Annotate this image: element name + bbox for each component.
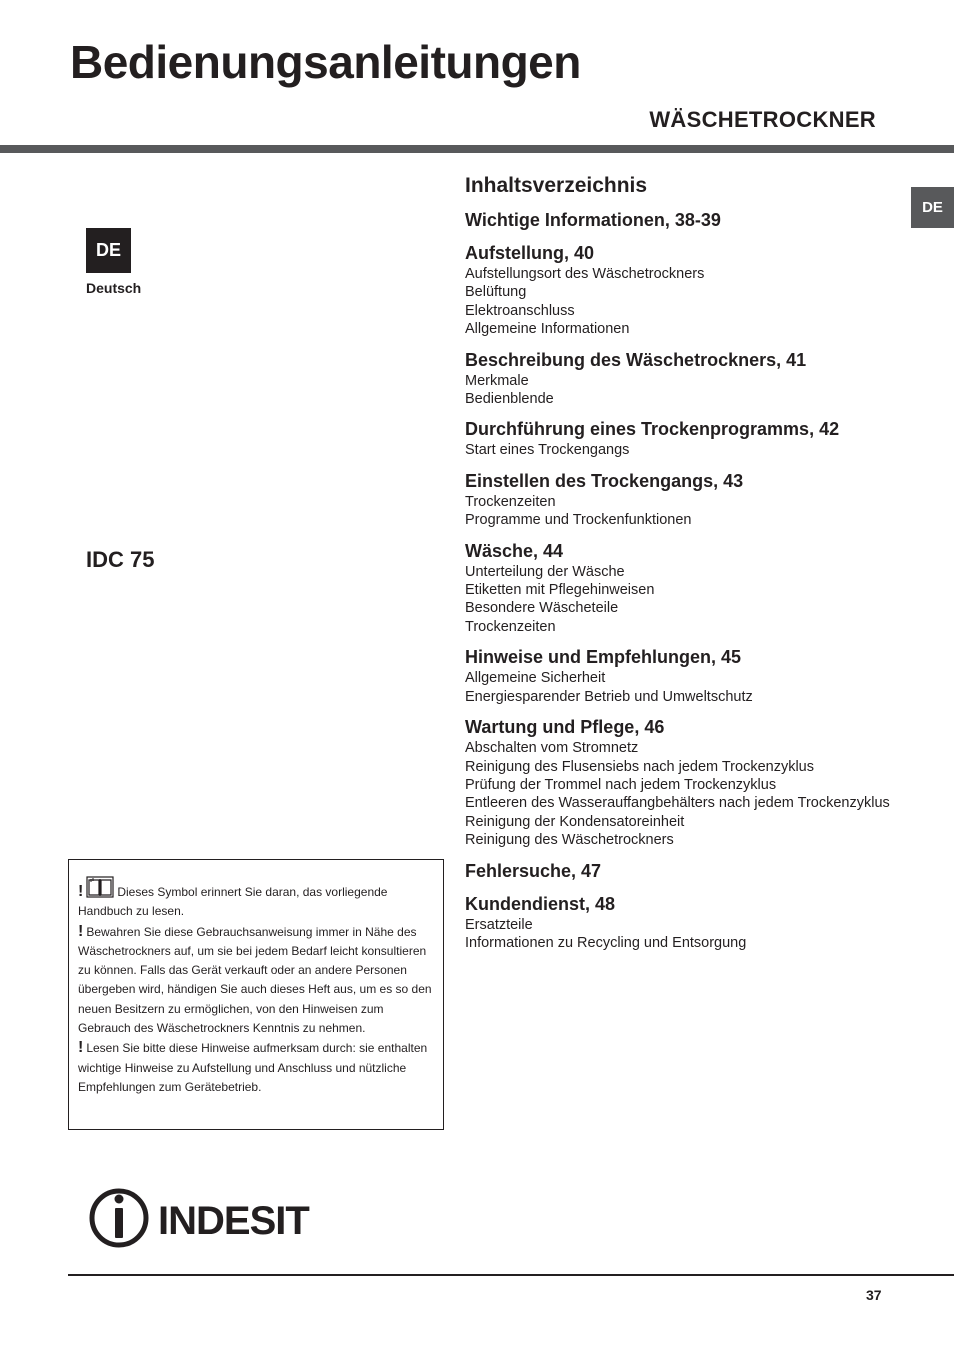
toc-subitem: Ersatzteile	[465, 916, 533, 933]
model-number: IDC 75	[86, 547, 155, 572]
toc-sections	[465, 209, 905, 952]
toc-heading: Aufstellung, 40	[465, 243, 595, 263]
product-category: WÄSCHETROCKNER	[649, 107, 876, 132]
manual-book-icon	[86, 876, 114, 898]
toc-subitem: Abschalten vom Stromnetz	[465, 740, 639, 757]
toc-subitem: Bedienblende	[465, 391, 554, 408]
notice-text-1: Dieses Symbol erinnert Sie daran, das vorliegende Handbuch zu lesen.	[78, 885, 388, 919]
header-divider	[0, 145, 954, 153]
toc-subitem: Allgemeine Informationen	[465, 321, 630, 338]
notice-box	[68, 859, 444, 1130]
toc-section	[465, 242, 905, 339]
toc-section	[465, 470, 905, 530]
toc-subitem: Belüftung	[465, 284, 527, 301]
toc-heading: Durchführung eines Trockenprogramms, 42	[465, 419, 840, 440]
toc-section	[465, 540, 905, 637]
notice-text-2: Bewahren Sie diese Gebrauchsanweisung immer in Nähe des Wäschetrockners auf, um sie bei jedem Bedarf leicht konsultieren zu können. Falls das Gerät verkauft oder an andere Personen übergeben wird, händigen Sie auch dieses Heft aus, um es so den neuen Besitzern zu ermöglichen, von den Hinweisen zum Gebrauch des Wäschetrockners Kenntnis zu nehmen.	[78, 924, 432, 1036]
toc-heading: Wichtige Informationen, 38-39	[465, 210, 721, 230]
toc-subitem: Reinigung des Flusensiebs nach jedem Trockenzyklus	[465, 758, 814, 775]
notice-text-3: Lesen Sie bitte diese Hinweise aufmerksam durch: sie enthalten wichtige Hinweise zu Aufstellung und Anschluss und nützliche Empfehlungen zum Gerätebetrieb.	[78, 1041, 428, 1094]
toc-subitem: Informationen zu Recycling und Entsorgung	[465, 934, 747, 951]
page-title: Bedienungsanleitungen	[70, 36, 581, 88]
toc-section	[465, 209, 905, 232]
exclamation-icon: !	[78, 883, 84, 900]
toc-subitem: Merkmale	[465, 372, 529, 389]
toc-subitem: Energiesparender Betrieb und Umweltschutz	[465, 688, 753, 705]
toc-section	[465, 893, 905, 953]
toc-subitem: Reinigung des Wäschetrockners	[465, 832, 674, 849]
toc-heading: Kundendienst, 48	[465, 893, 616, 914]
language-badge: DE	[86, 228, 131, 273]
toc-section	[465, 646, 905, 706]
toc-subitem: Allgemeine Sicherheit	[465, 670, 606, 687]
toc-heading: Beschreibung des Wäschetrockners, 41	[465, 349, 807, 370]
exclamation-icon: !	[78, 1039, 84, 1057]
toc-section	[465, 716, 905, 849]
page-number: 37	[866, 1287, 882, 1303]
toc-subitem: Trockenzeiten	[465, 493, 556, 510]
notice-paragraph	[78, 876, 435, 922]
toc-heading: Einstellen des Trockengangs, 43	[465, 470, 744, 491]
toc-heading: Fehlersuche, 47	[465, 860, 602, 881]
toc-subitem: Trockenzeiten	[465, 618, 556, 635]
toc-section	[465, 349, 905, 409]
footer-divider	[68, 1274, 954, 1276]
toc-heading: Hinweise und Empfehlungen, 45	[465, 647, 742, 668]
toc-heading: Wartung und Pflege, 46	[465, 717, 665, 738]
toc-subitem: Prüfung der Trommel nach jedem Trockenzyklus	[465, 776, 777, 793]
toc-subitem: Start eines Trockengangs	[465, 442, 630, 459]
toc-subitem: Entleeren des Wasserauffangbehälters nach jedem Trockenzyklus	[465, 795, 890, 812]
exclamation-icon: !	[78, 922, 84, 940]
toc-title: Inhaltsverzeichnis	[465, 174, 648, 197]
language-side-tab: DE	[911, 187, 954, 228]
toc-subitem: Elektroanschluss	[465, 302, 575, 319]
toc-section	[465, 860, 905, 883]
language-name: Deutsch	[86, 280, 142, 296]
toc-subitem: Programme und Trockenfunktionen	[465, 512, 692, 529]
toc-subitem: Reinigung der Kondensatoreinheit	[465, 813, 685, 830]
toc-subitem: Aufstellungsort des Wäschetrockners	[465, 266, 705, 282]
notice-paragraph	[78, 922, 435, 1039]
table-of-contents	[465, 172, 905, 962]
toc-subitem: Besondere Wäscheteile	[465, 600, 619, 617]
logo-wordmark: INDESIT	[158, 1199, 309, 1243]
toc-section	[465, 418, 905, 459]
indesit-logo	[88, 1186, 328, 1250]
toc-heading: Wäsche, 44	[465, 540, 564, 561]
toc-subitem: Etiketten mit Pflegehinweisen	[465, 582, 655, 599]
notice-paragraph	[78, 1038, 435, 1097]
toc-subitem: Unterteilung der Wäsche	[465, 563, 625, 580]
